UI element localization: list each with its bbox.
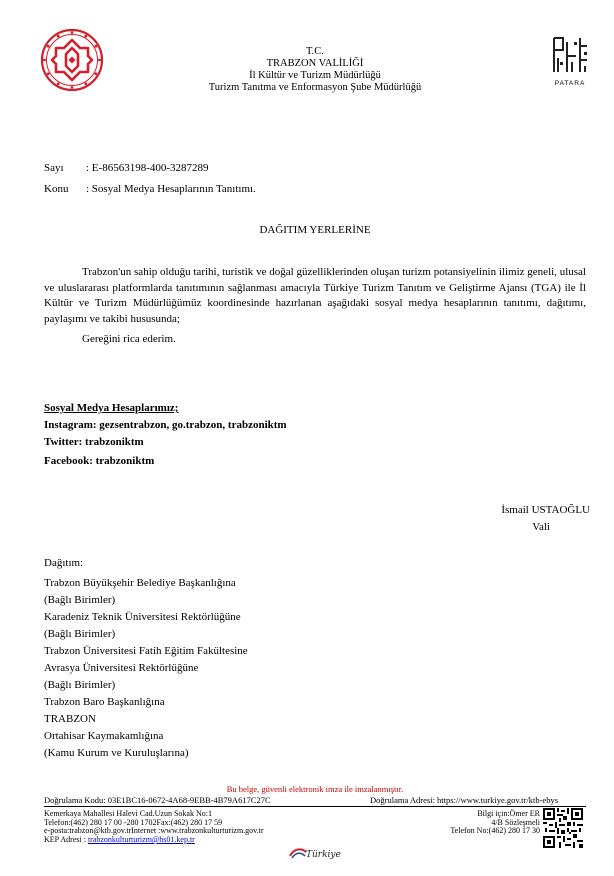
social-heading: Sosyal Medya Hesaplarımız; [44,402,179,414]
body-paragraph: Trabzon'un sahip olduğu tarihi, turistik ve doğal güzelliklerinden oluşan turizm potansiyelinin ilimiz geneli, ulusal ve uluslararası platformlarda tanıtımının sağlanması amacıyla Türkiye Turizm Tanıtım ve Geliştirme Ajansı (TGA) ile İl Kültür ve Turizm Müdürlüğümüz koordinesinde hazırlanan aşağıdaki sosyal medya hesaplarının tanıtımı, dağıtımı, paylaşımı ve takibi hususunda; [44,266,586,325]
closing-line: Gereğini rica ederim. [82,333,176,345]
distribution-label: Dağıtım: [44,557,84,569]
distribution-item: (Bağlı Birimler) [44,628,116,640]
social-twitter: Twitter: trabzoniktm [44,436,144,448]
social-facebook: Facebook: trabzoniktm [44,455,155,467]
header-governorship: TRABZON VALİLİĞİ [266,58,364,69]
info-contact: Bilgi için:Ömer ER [477,809,540,818]
distribution-item: Karadeniz Teknik Üniversitesi Rektörlüğüne [44,611,241,623]
turkiye-brand-text: Türkiye [306,850,341,860]
sayi-value: : E-86563198-400-3287289 [86,162,209,174]
patara-logo [550,34,590,90]
footer-kep [44,836,195,845]
distribution-item: (Kamu Kurum ve Kuruluşlarına) [44,747,189,759]
footer-email-web: e-posta:trabzon@ktb.gov.trInternet :www.trabzonkulturturizm.gov.tr [44,826,264,835]
verify-address: Doğrulama Adresi: https://www.turkiye.gov.tr/ktb-ebys [370,795,558,805]
kep-label: KEP Adresi : [44,835,88,844]
sayi-label: Sayı [44,162,64,174]
konu-label: Konu [44,183,69,195]
distribution-item: Ortahisar Kaymakamlığına [44,730,164,742]
distribution-item: Avrasya Üniversitesi Rektörlüğüne [44,662,199,674]
qr-code [543,808,583,848]
header-directorate: İl Kültür ve Turizm Müdürlüğü [249,70,381,81]
verify-code: Doğrulama Kodu: 03E1BC16-0672-4A68-9EBB-4B79A617C27C [44,795,271,805]
distribution-item: Trabzon Üniversitesi Fatih Eğitim Fakültesine [44,645,248,657]
distribution-item: Trabzon Büyükşehir Belediye Başkanlığına [44,577,236,589]
signatory-title: Vali [532,521,550,533]
konu-value: : Sosyal Medya Hesaplarının Tanıtımı. [86,183,256,195]
footer-phone-fax: Telefon:(462) 280 17 00 -280 1702Fax:(462) 280 17 59 [44,817,223,827]
signatory-name: İsmail USTAOĞLU [501,504,590,516]
footer-address: Kemerkaya Mahallesi Halevi Cad.Uzun Sokak No:1 [44,809,212,818]
distribution-item: Trabzon Baro Başkanlığına [44,696,165,708]
info-phone: Telefon No:(462) 280 17 30 [450,826,540,835]
distribution-item: TRABZON [44,713,96,725]
turkiye-brand-logo [288,846,344,868]
header-branch: Turizm Tanıtma ve Enformasyon Şube Müdürlüğü [208,82,422,93]
footer-divider [44,806,586,807]
kep-address-link[interactable]: trabzonkulturturizm@hs01.kep.tr [87,835,195,844]
patara-logo-text: PATARA [554,80,586,87]
info-contract: 4/B Sözleşmeli [491,817,540,827]
distribution-item: (Bağlı Birimler) [44,679,116,691]
distribution-item: (Bağlı Birimler) [44,594,116,606]
esign-notice: Bu belge, güvenli elektronik imza ile imzalanmıştır. [226,784,404,794]
distribution-list [44,575,248,762]
social-instagram: Instagram: gezsentrabzon, go.trabzon, trabzoniktm [44,419,287,431]
ministry-seal-logo [40,28,104,92]
addressee: DAĞITIM YERLERİNE [259,224,371,236]
header-tc: T.C. [306,46,324,57]
